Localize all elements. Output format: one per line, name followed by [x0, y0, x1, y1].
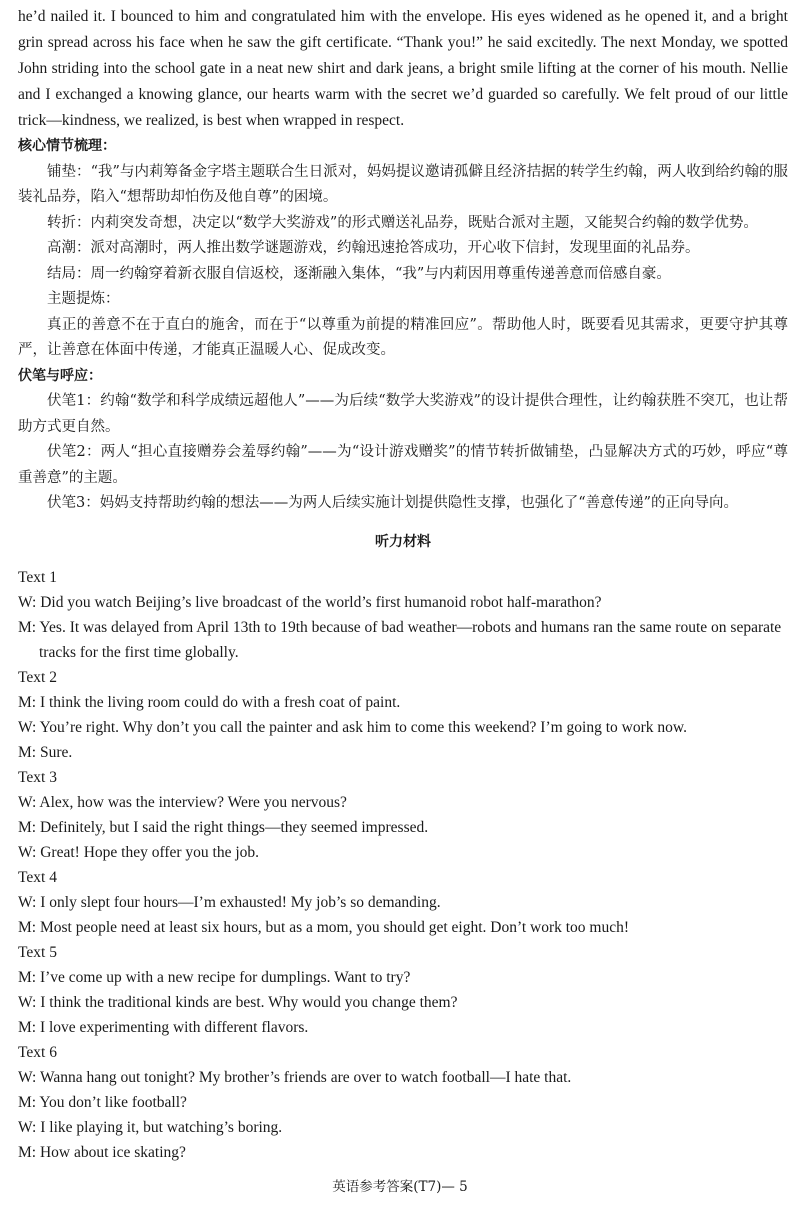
- dialogue-line: W: I think the traditional kinds are best. Why would you change them?: [18, 993, 458, 1011]
- dialogue-line: W: Alex, how was the interview? Were you nervous?: [18, 793, 347, 811]
- dialogue-line: M: Yes. It was delayed from April 13th to 19th because of bad weather—robots and humans ran the same route on separate tracks for the first time globally.: [18, 618, 782, 661]
- dialogue-line: M: Definitely, but I said the right things—they seemed impressed.: [18, 818, 429, 836]
- dialogue-line: W: Wanna hang out tonight? My brother’s friends are over to watch football—I hate that.: [18, 1068, 572, 1086]
- dialogue-line: W: Did you watch Beijing’s live broadcast of the world’s first humanoid robot half-marathon?: [18, 593, 602, 611]
- dialogue-line: M: Most people need at least six hours, but as a mom, you should get eight. Don’t work too much!: [18, 918, 630, 936]
- plot-item: 高潮：派对高潮时，两人推出数学谜题游戏，约翰迅速抢答成功，开心收下信封，发现里面的礼品券。: [47, 240, 700, 256]
- theme-text: 真正的善意不在于直白的施舍，而在于“以尊重为前提的精准回应”。帮助他人时，既要看见其需求，更要守护其尊严，让善意在体面中传递，才能真正温暖人心、促成改变。: [18, 316, 788, 358]
- text-label: Text 5: [18, 943, 57, 961]
- text-5: [18, 940, 788, 1040]
- dialogue-line: W: You’re right. Why don’t you call the painter and ask him to come this weekend? I’m going to work now.: [18, 718, 687, 736]
- plot-item: 铺垫：“我”与内莉筹备金字塔主题联合生日派对，妈妈提议邀请孤僻且经济拮据的转学生约翰，两人收到给约翰的服装礼品券，陷入“想帮助却怕伤及他自尊”的困境。: [18, 163, 788, 205]
- text-4: [18, 865, 788, 940]
- text-1: [18, 565, 788, 665]
- dialogue-line: M: Sure.: [18, 743, 73, 761]
- text-label: Text 6: [18, 1043, 57, 1061]
- text-label: Text 2: [18, 668, 57, 686]
- page-footer: 英语参考答案(T7)— 5: [332, 1179, 468, 1195]
- plot-heading: 核心情节梳理：: [18, 138, 116, 154]
- text-label: Text 3: [18, 768, 57, 786]
- dialogue-line: M: How about ice skating?: [18, 1143, 186, 1161]
- dialogue-line: M: You don’t like football?: [18, 1093, 187, 1111]
- listening-title: 听力材料: [375, 533, 431, 550]
- dialogue-line: W: Great! Hope they offer you the job.: [18, 843, 260, 861]
- text-6: [18, 1040, 788, 1165]
- theme-label: 主题提炼：: [47, 291, 120, 307]
- dialogue-line: W: I like playing it, but watching’s boring.: [18, 1118, 283, 1136]
- dialogue-line: W: I only slept four hours—I’m exhausted! My job’s so demanding.: [18, 893, 441, 911]
- plot-item: 结局：周一约翰穿着新衣服自信返校，逐渐融入集体，“我”与内莉因用尊重传递善意而倍感自豪。: [47, 265, 671, 282]
- dialogue-line: M: I’ve come up with a new recipe for dumplings. Want to try?: [18, 968, 411, 986]
- foreshadow-item: 伏笔1：约翰“数学和科学成绩远超他人”——为后续“数学大奖游戏”的设计提供合理性，让约翰获胜不突兀，也让帮助方式更自然。: [18, 393, 788, 435]
- foreshadow-item: 伏笔2：两人“担心直接赠券会羞辱约翰”——为“设计游戏赠奖”的情节转折做铺垫，凸显解决方式的巧妙，呼应“尊重善意”的主题。: [18, 444, 788, 486]
- text-2: [18, 665, 788, 765]
- story-paragraph: he’d nailed it. I bounced to him and congratulated him with the envelope. His eyes widened as he opened it, and a bright grin spread across his face when he saw the gift certificate. “Thank you!” he said excitedly. The next Monday, we spotted John striding into the school gate in a neat new shirt and dark jeans, a bright smile lifting at the corner of his mouth. Nellie and I exchanged a knowing glance, our hearts warm with the secret we’d guarded so carefully. We felt proud of our little trick—kindness, we realized, is best when wrapped in respect.: [18, 8, 788, 129]
- dialogue-line: M: I love experimenting with different flavors.: [18, 1018, 309, 1036]
- text-3: [18, 765, 788, 865]
- text-label: Text 4: [18, 868, 57, 886]
- plot-item: 转折：内莉突发奇想，决定以“数学大奖游戏”的形式赠送礼品券，既贴合派对主题，又能契合约翰的数学优势。: [47, 214, 758, 231]
- foreshadow-item: 伏笔3：妈妈支持帮助约翰的想法——为两人后续实施计划提供隐性支撑，也强化了“善意传递”的正向导向。: [47, 495, 739, 511]
- document-page: [18, 0, 788, 1165]
- dialogue-line: M: I think the living room could do with a fresh coat of paint.: [18, 693, 401, 711]
- foreshadow-heading: 伏笔与呼应：: [18, 367, 102, 384]
- text-label: Text 1: [18, 568, 57, 586]
